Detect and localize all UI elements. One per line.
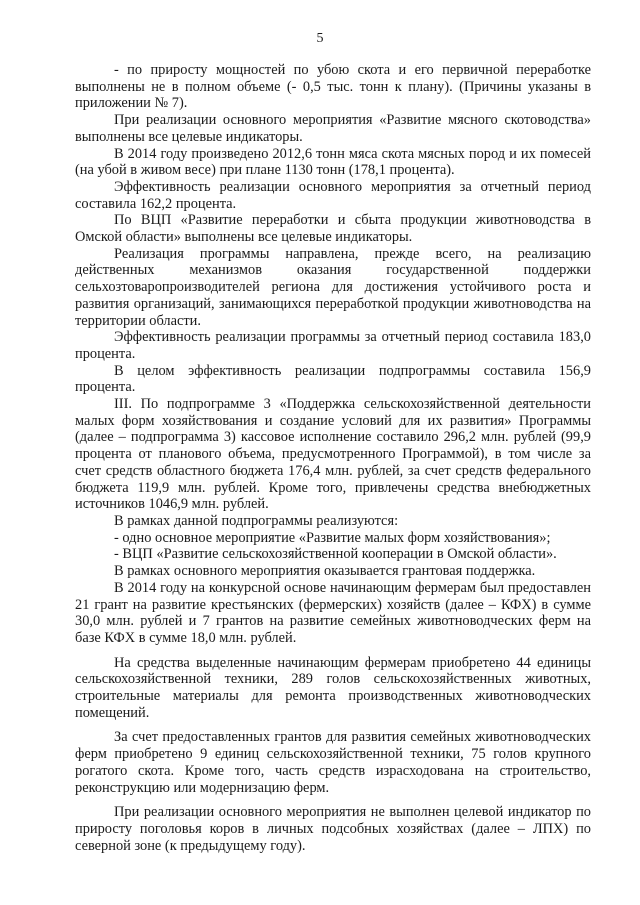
page-number: 5 — [316, 31, 324, 46]
paragraph: В целом эффективность реализации подпрограммы составила 156,9 процента. — [75, 362, 591, 396]
paragraph: Реализация программы направлена, прежде всего, на реализацию действенных механизмов оказания государственной поддержки сельхозтоваропроизводителей региона для достижения устойчивого роста и развития организаций, занимающихся переработкой продукции животноводства на территории области. — [75, 245, 591, 329]
paragraph: По ВЦП «Развитие переработки и сбыта продукции животноводства в Омской области» выполнены все целевые индикаторы. — [75, 212, 591, 246]
document-body — [75, 62, 591, 854]
paragraph: На средства выделенные начинающим фермерам приобретено 44 единицы сельскохозяйственной техники, 289 голов сельскохозяйственных животных, строительные материалы для ремонта производственных животноводческих помещений. — [75, 654, 591, 721]
paragraph: Эффективность реализации основного мероприятия за отчетный период составила 162,2 процента. — [75, 178, 591, 212]
paragraph: В рамках данной подпрограммы реализуются: — [114, 512, 399, 529]
paragraph: При реализации основного мероприятия не выполнен целевой индикатор по приросту поголовья коров в личных подсобных хозяйствах (далее – ЛПХ) по северной зоне (к предыдущему году). — [75, 804, 591, 854]
list-item: - одно основное мероприятие «Развитие малых форм хозяйствования»; — [114, 529, 551, 546]
paragraph: В рамках основного мероприятия оказывается грантовая поддержка. — [114, 563, 536, 580]
paragraph: В 2014 году на конкурсной основе начинающим фермерам был предоставлен 21 грант на развитие крестьянских (фермерских) хозяйств (далее – КФХ) в сумме 30,0 млн. рублей и 7 грантов на развитие семейных животноводческих ферм на базе КФХ в сумме 18,0 млн. рублей. — [75, 579, 591, 646]
paragraph: За счет предоставленных грантов для развития семейных животноводческих ферм приобретено 9 единиц сельскохозяйственной техники, 75 голов крупного рогатого скота. Кроме того, часть средств израсходована на строительство, реконструкцию или модернизацию ферм. — [75, 729, 591, 796]
list-item: - ВЦП «Развитие сельскохозяйственной кооперации в Омской области». — [114, 546, 557, 563]
paragraph: III. По подпрограмме 3 «Поддержка сельскохозяйственной деятельности малых форм хозяйствования и создание условий для их развития» Программы (далее – подпрограмма 3) кассовое исполнение составило 296,2 млн. рублей (99,9 процента от планового объема, предусмотренного Программой), в том числе за счет средств областного бюджета 176,4 млн. рублей, за счет средств федерального бюджета 119,9 млн. рублей. Кроме того, привлечены средства внебюджетных источников 1046,9 млн. рублей. — [75, 396, 591, 513]
paragraph: - по приросту мощностей по убою скота и его первичной переработке выполнены не в полном объеме (- 0,5 тыс. тонн к плану). (Причины указаны в приложении № 7). — [75, 62, 591, 112]
paragraph: При реализации основного мероприятия «Развитие мясного скотоводства» выполнены все целевые индикаторы. — [75, 112, 591, 145]
paragraph: В 2014 году произведено 2012,6 тонн мяса скота мясных пород и их помесей (на убой в живом весе) при плане 1130 тонн (178,1 процента). — [75, 145, 591, 179]
paragraph: Эффективность реализации программы за отчетный период составила 183,0 процента. — [75, 329, 591, 362]
